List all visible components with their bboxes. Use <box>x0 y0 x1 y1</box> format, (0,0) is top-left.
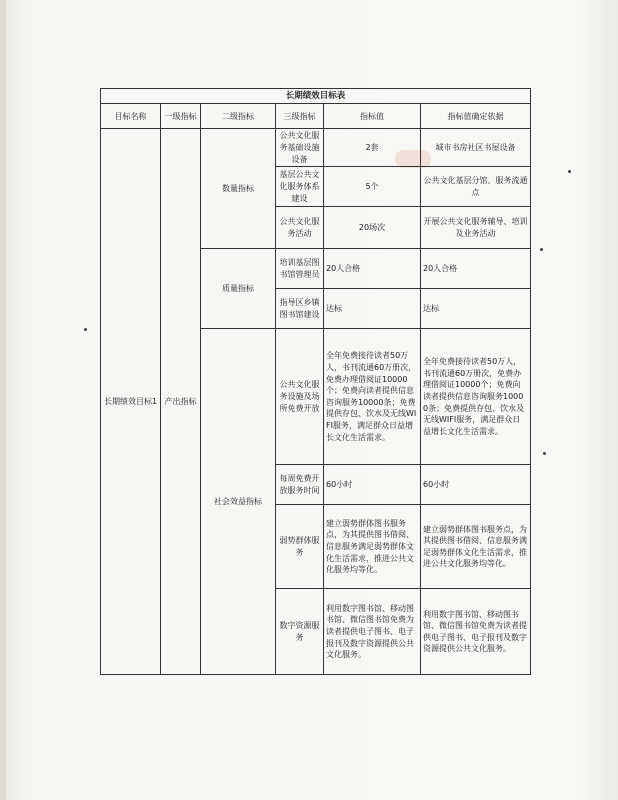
basis-cell: 建立弱势群体图书服务点，为其提供图书借阅、信息服务满足弱势群体文化生活需求，推进公共文化服务均等化。 <box>421 505 531 589</box>
scan-speck <box>568 170 571 173</box>
performance-goal-table <box>100 88 531 675</box>
page-edge-shadow <box>0 0 6 800</box>
value-cell: 达标 <box>324 289 421 329</box>
value-cell: 5个 <box>324 167 421 207</box>
level3-cell: 指导区乡镇图书馆建设 <box>276 289 324 329</box>
value-cell: 20场次 <box>324 207 421 249</box>
level3-cell: 公共文化服务设施及场所免费开放 <box>276 329 324 465</box>
level3-cell: 数字资源服务 <box>276 589 324 675</box>
header-level2: 二级指标 <box>201 104 276 129</box>
basis-cell: 20人合格 <box>421 249 531 289</box>
header-level3: 三级指标 <box>276 104 324 129</box>
header-target-name: 目标名称 <box>101 104 161 129</box>
header-basis: 指标值确定依据 <box>421 104 531 129</box>
header-value: 指标值 <box>324 104 421 129</box>
value-cell: 全年免费接待读者50万人，书刊流通60万册次，免费办理借阅证10000个；免费向读者提供信息咨询服务10000条；免费提供存包、饮水及无线WIFI服务，满足群众日益增长文化生活需求。 <box>324 329 421 465</box>
value-cell: 利用数字图书馆、移动图书馆、微信图书馆免费为读者提供电子图书、电子报刊及数字资源提供公共文化服务。 <box>324 589 421 675</box>
basis-cell: 公共文化基层分馆、服务流通点 <box>421 167 531 207</box>
level2-cell: 数量指标 <box>201 129 276 249</box>
level2-cell: 质量指标 <box>201 249 276 329</box>
basis-cell: 利用数字图书馆、移动图书馆、微信图书馆免费为读者提供电子图书、电子报刊及数字资源提供公共文化服务。 <box>421 589 531 675</box>
value-cell: 建立弱势群体图书服务点，为其提供图书借阅、信息服务满足弱势群体文化生活需求，推进公共文化服务均等化。 <box>324 505 421 589</box>
basis-cell: 60小时 <box>421 465 531 505</box>
target-name-cell: 长期绩效目标1 <box>101 129 161 675</box>
level3-cell: 公共文化服务活动 <box>276 207 324 249</box>
level3-cell: 公共文化服务基础设施设备 <box>276 129 324 167</box>
value-cell: 20人合格 <box>324 249 421 289</box>
level3-cell: 培训基层图书馆管理员 <box>276 249 324 289</box>
level3-cell: 基层公共文化服务体系建设 <box>276 167 324 207</box>
level1-cell: 产出指标 <box>161 129 201 675</box>
basis-cell: 开展公共文化服务辅导、培训及业务活动 <box>421 207 531 249</box>
basis-cell: 全年免费接待读者50万人，书刊流通60万册次，免费办理借阅证10000个；免费向读者提供信息咨询服务10000条；免费提供存包、饮水及无线WIFI服务，满足群众日益增长文化生活需求。 <box>421 329 531 465</box>
scan-speck <box>84 328 87 331</box>
basis-cell: 达标 <box>421 289 531 329</box>
scan-speck <box>540 248 543 251</box>
level3-cell: 弱势群体服务 <box>276 505 324 589</box>
level3-cell: 每周免费开放服务时间 <box>276 465 324 505</box>
value-cell: 60小时 <box>324 465 421 505</box>
header-level1: 一级指标 <box>161 104 201 129</box>
scan-speck <box>543 452 546 455</box>
basis-cell: 城市书房社区书屋设备 <box>421 129 531 167</box>
table-title: 长期绩效目标表 <box>101 89 531 104</box>
value-cell: 2套 <box>324 129 421 167</box>
level2-cell: 社会效益指标 <box>201 329 276 675</box>
